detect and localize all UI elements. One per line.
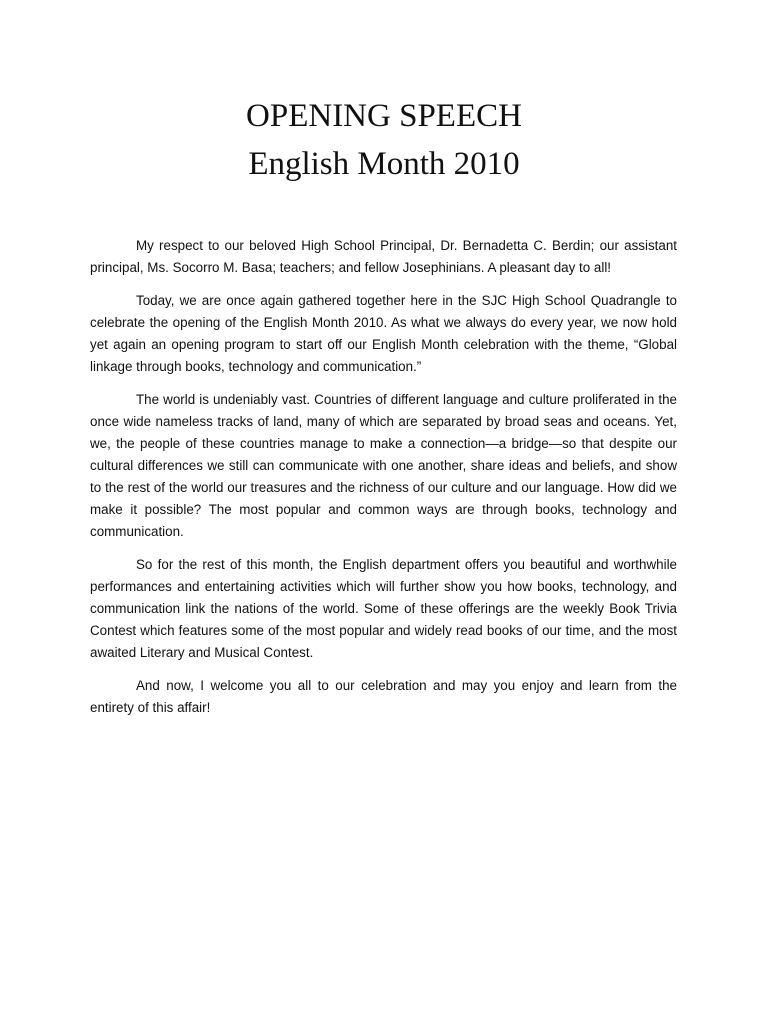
paragraph-closing: And now, I welcome you all to our celebration and may you enjoy and learn from the entirety of this affair! [90,678,677,715]
page-subtitle: English Month 2010 [248,146,520,182]
speech-body [90,235,677,730]
paragraph-opening: Today, we are once again gathered together here in the SJC High School Quadrangle to celebrate the opening of the English Month 2010. As what we always do every year, we now hold yet again an opening program to start off our English Month celebration with the theme, “Global linkage through books, technology and communication.” [90,293,677,374]
paragraph-greeting: My respect to our beloved High School Principal, Dr. Bernadetta C. Berdin; our assistant principal, Ms. Socorro M. Basa; teachers; and fellow Josephinians. A pleasant day to all! [90,238,677,275]
title-block [0,92,768,188]
paragraph-activities: So for the rest of this month, the English department offers you beautiful and worthwhile performances and entertaining activities which will further show you how books, technology, and communication link the nations of the world. Some of these offerings are the weekly Book Trivia Contest which features some of the most popular and widely read books of our time, and the most awaited Literary and Musical Contest. [90,557,677,660]
page-title: OPENING SPEECH [246,98,522,134]
paragraph-world: The world is undeniably vast. Countries of different language and culture proliferated in the once wide nameless tracks of land, many of which are separated by broad seas and oceans. Yet, we, the people of these countries manage to make a connection—a bridge—so that despite our cultural differences we still can communicate with one another, share ideas and beliefs, and show to the rest of the world our treasures and the richness of our culture and our language. How did we make it possible? The most popular and common ways are through books, technology and communication. [90,392,677,539]
